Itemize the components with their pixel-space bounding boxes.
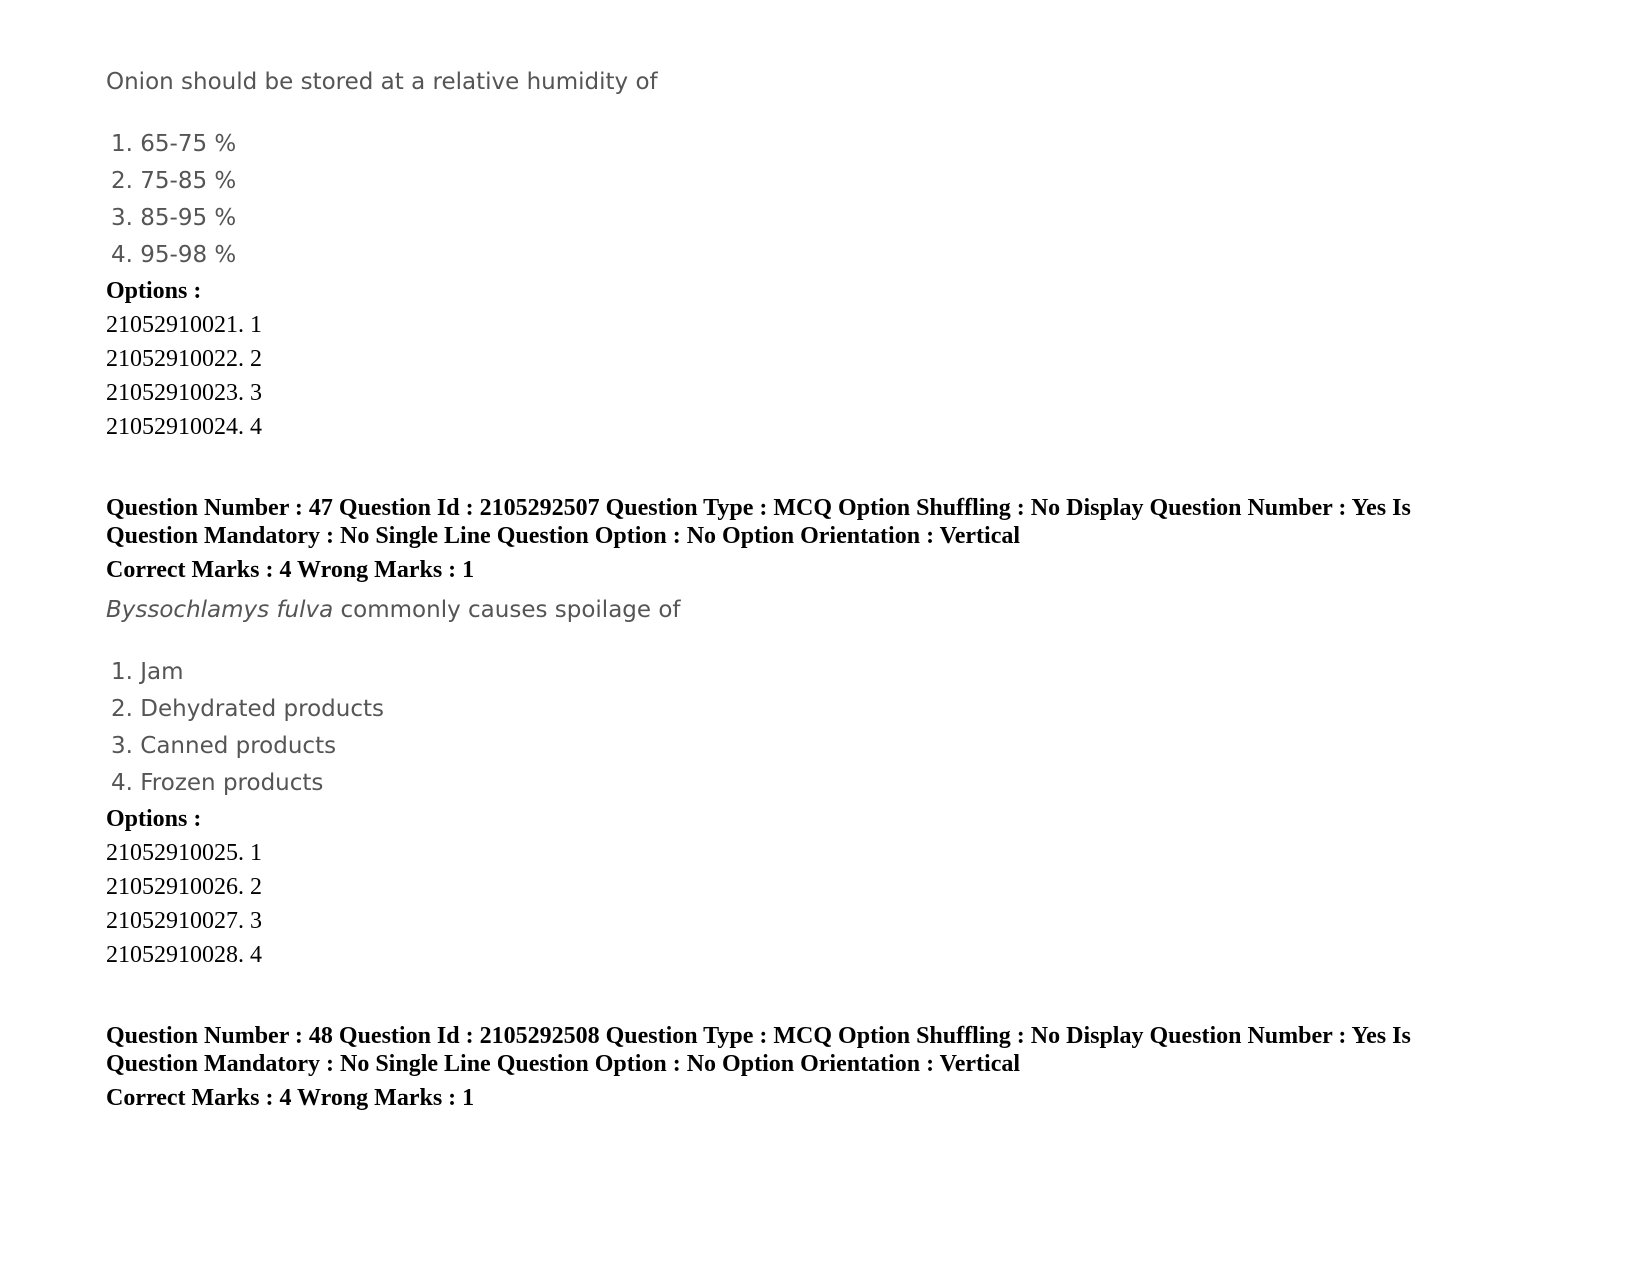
- choice-item: 1. Jam: [111, 659, 184, 685]
- question-italic-term: Byssochlamys fulva: [106, 597, 334, 623]
- question-meta-line-2: Question Mandatory : No Single Line Question Option : No Option Orientation : Vertical: [106, 523, 1021, 549]
- question-marks: Correct Marks : 4 Wrong Marks : 1: [106, 557, 475, 583]
- option-id-line: 21052910028. 4: [106, 942, 262, 968]
- question-meta-line-1: Question Number : 47 Question Id : 2105292507 Question Type : MCQ Option Shuffling : No Display Question Number : Yes Is: [106, 495, 1411, 521]
- choice-item: 2. Dehydrated products: [111, 696, 384, 722]
- question-text: [106, 596, 681, 624]
- choice-item: 4. 95-98 %: [111, 242, 237, 268]
- options-heading: Options :: [106, 278, 202, 304]
- question-marks: Correct Marks : 4 Wrong Marks : 1: [106, 1085, 475, 1111]
- choice-item: 3. 85-95 %: [111, 205, 237, 231]
- choice-item: 3. Canned products: [111, 733, 337, 759]
- option-id-line: 21052910025. 1: [106, 840, 262, 866]
- option-id-line: 21052910026. 2: [106, 874, 262, 900]
- choice-item: 2. 75-85 %: [111, 168, 237, 194]
- option-id-line: 21052910024. 4: [106, 414, 262, 440]
- option-id-line: 21052910022. 2: [106, 346, 262, 372]
- option-id-line: 21052910027. 3: [106, 908, 262, 934]
- question-text-rest: commonly causes spoilage of: [333, 597, 681, 623]
- option-id-line: 21052910023. 3: [106, 380, 262, 406]
- options-heading: Options :: [106, 806, 202, 832]
- question-meta-line-2: Question Mandatory : No Single Line Question Option : No Option Orientation : Vertical: [106, 1051, 1021, 1077]
- question-text: Onion should be stored at a relative humidity of: [106, 69, 658, 95]
- choice-item: 1. 65-75 %: [111, 131, 237, 157]
- question-meta-line-1: Question Number : 48 Question Id : 2105292508 Question Type : MCQ Option Shuffling : No Display Question Number : Yes Is: [106, 1023, 1411, 1049]
- option-id-line: 21052910021. 1: [106, 312, 262, 338]
- choice-item: 4. Frozen products: [111, 770, 324, 796]
